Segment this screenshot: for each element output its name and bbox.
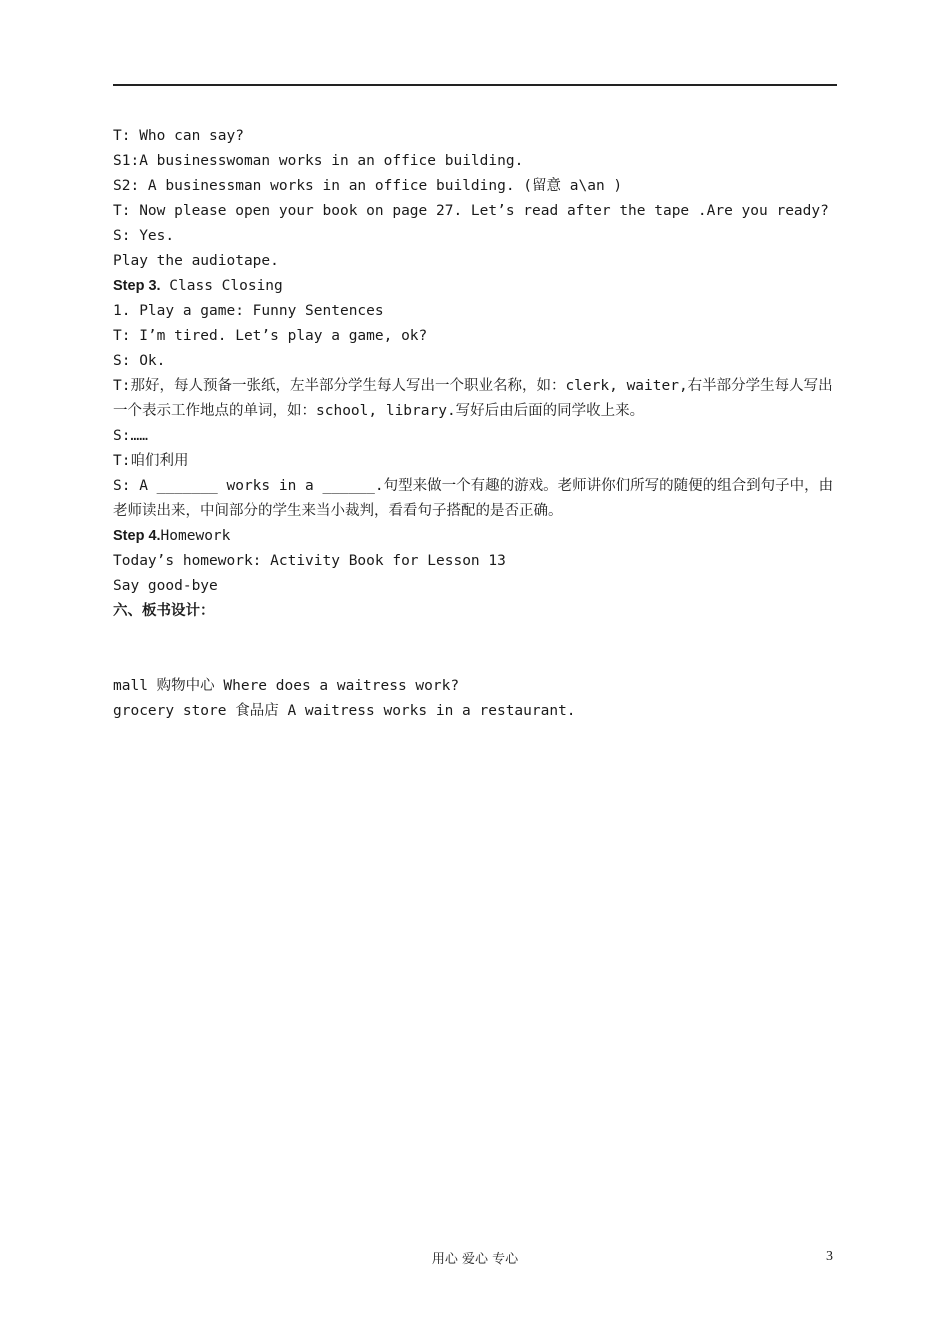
section-heading: 六、板书设计： — [113, 603, 215, 619]
text-line: Say good-bye — [113, 578, 218, 594]
step-4-label: Step 4. — [113, 528, 161, 544]
board-line: grocery store 食品店 A waitress works in a restaurant. — [113, 703, 576, 719]
text-line: T: Who can say? — [113, 128, 244, 144]
text-line: Today’s homework: Activity Book for Lesson 13 — [113, 553, 506, 569]
text-line: S2: A businessman works in an office building. (留意 a\an ) — [113, 178, 623, 194]
step-3-label: Step 3. — [113, 278, 161, 294]
board-line: mall 购物中心 Where does a waitress work? — [113, 678, 460, 694]
step-3-heading — [113, 274, 839, 299]
spacer — [113, 624, 839, 649]
step-4-heading — [113, 524, 839, 549]
game-paragraph: S: A _______ works in a ______.句型来做一个有趣的游戏。老师讲你们所写的随便的组合到句子中，由老师读出来，中间部分的学生来当小裁判，看看句子搭配的是否正确。 — [113, 478, 834, 519]
document-body — [113, 124, 839, 724]
text-line: S1:A businesswoman works in an office building. — [113, 153, 524, 169]
spacer — [113, 649, 839, 674]
page-number: 3 — [826, 1249, 833, 1264]
text-line: 1. Play a game: Funny Sentences — [113, 303, 384, 319]
text-line: S:…… — [113, 428, 148, 444]
text-line: T: Now please open your book on page 27. Let’s read after the tape .Are you ready? — [113, 203, 829, 219]
text-line: Play the audiotape. — [113, 253, 279, 269]
header-rule — [113, 84, 837, 86]
text-line: S: Yes. — [113, 228, 175, 244]
text-line: T: I’m tired. Let’s play a game, ok? — [113, 328, 428, 344]
text-line: T:咱们利用 — [113, 453, 189, 469]
step-3-title: Class Closing — [160, 278, 283, 294]
instruction-paragraph: T:那好，每人预备一张纸，左半部分学生每人写出一个职业名称，如：clerk, waiter,右半部分学生每人写出一个表示工作地点的单词，如：school, library.写好后由后面的同学收上来。 — [113, 378, 833, 419]
footer-motto: 用心 爱心 专心 — [431, 1252, 519, 1267]
step-4-title: Homework — [160, 528, 231, 544]
text-line: S: Ok. — [113, 353, 166, 369]
